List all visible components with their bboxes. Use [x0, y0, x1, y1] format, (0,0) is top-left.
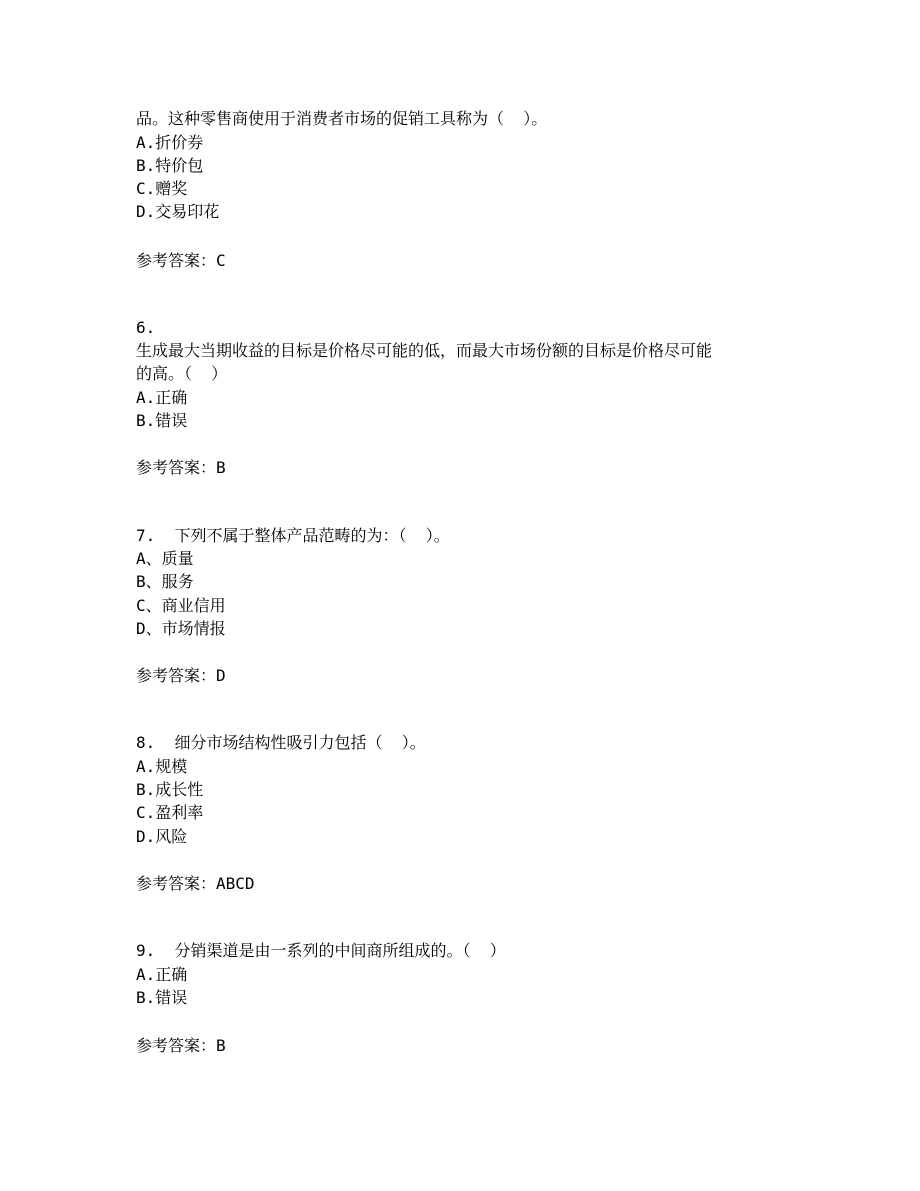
q7-option-a: A、质量	[136, 549, 194, 568]
q9-option-a: A.正确	[136, 965, 188, 984]
q6-option-b: B.错误	[136, 411, 188, 430]
q6-number: 6.	[136, 318, 156, 337]
q6-option-a: A.正确	[136, 388, 188, 407]
q9-option-b: B.错误	[136, 988, 188, 1007]
q6-answer: 参考答案：B	[136, 458, 226, 477]
q5-answer: 参考答案：C	[136, 251, 226, 270]
q8-option-b: B.成长性	[136, 780, 204, 799]
q5-option-c: C.赠奖	[136, 179, 188, 198]
q5-option-a: A.折价券	[136, 133, 204, 152]
q5-option-d: D.交易印花	[136, 202, 220, 221]
q7-option-d: D、市场情报	[136, 619, 226, 638]
q8-answer: 参考答案：ABCD	[136, 874, 255, 893]
q6-stem-line1: 生成最大当期收益的目标是价格尽可能的低，而最大市场份额的目标是价格尽可能	[136, 341, 713, 360]
q7-option-b: B、服务	[136, 572, 194, 591]
q6-stem-line2: 的高。（ ）	[136, 364, 228, 383]
q8-option-a: A.规模	[136, 757, 188, 776]
q8-stem: 8. 细分市场结构性吸引力包括（ ）。	[136, 733, 426, 752]
q7-option-c: C、商业信用	[136, 596, 226, 615]
q9-stem: 9. 分销渠道是由一系列的中间商所组成的。（ ）	[136, 941, 506, 960]
q7-answer: 参考答案：D	[136, 666, 226, 685]
q5-option-b: B.特价包	[136, 156, 204, 175]
q5-stem: 品。这种零售商使用于消费者市场的促销工具称为（ ）。	[136, 109, 548, 128]
q9-answer: 参考答案：B	[136, 1036, 226, 1055]
q8-option-d: D.风险	[136, 827, 188, 846]
q7-stem: 7. 下列不属于整体产品范畴的为：（ ）。	[136, 526, 450, 545]
q8-option-c: C.盈利率	[136, 803, 204, 822]
